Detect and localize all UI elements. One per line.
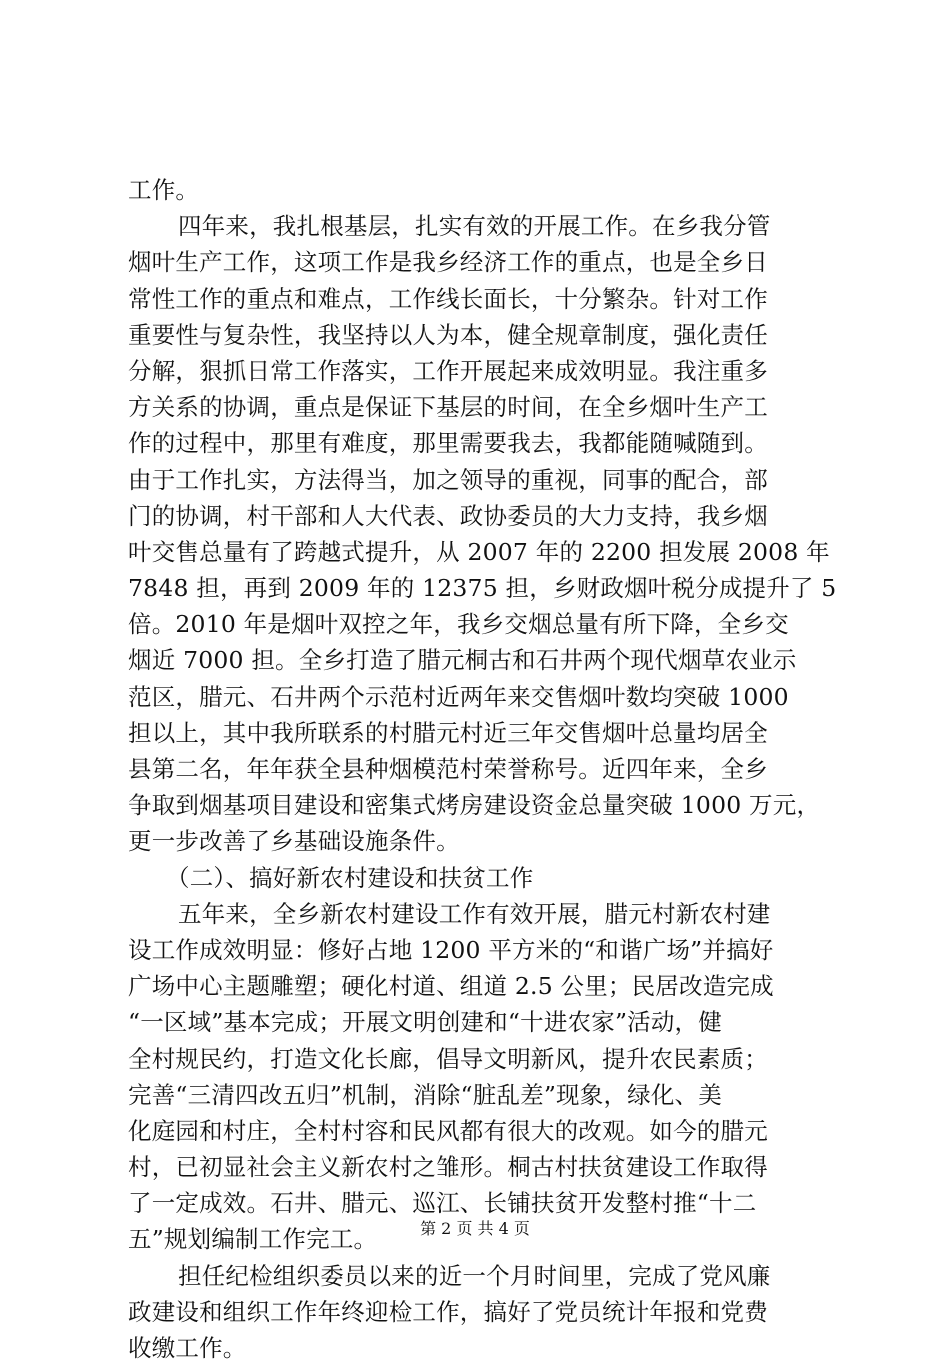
paragraph-first-line: 四年来，我扎根基层，扎实有效的开展工作。在乡我分管 — [178, 212, 771, 241]
document-body — [128, 172, 837, 1366]
text-line: 村，已初显社会主义新农村之雏形。桐古村扶贫建设工作取得 — [128, 1153, 768, 1182]
text-line: 全村规民约，打造文化长廊，倡导文明新风，提升农民素质； — [128, 1044, 768, 1073]
text-line: 完善“三清四改五归”机制，消除“脏乱差”现象，绿化、美 — [128, 1080, 722, 1109]
text-line: 范区，腊元、石井两个示范村近两年来交售烟叶数均突破 1000 — [128, 682, 789, 711]
text-line: 门的协调，村干部和人大代表、政协委员的大力支持，我乡烟 — [128, 501, 768, 530]
text-line: 工作。 — [128, 176, 200, 204]
text-line: 设工作成效明显：修好占地 1200 平方米的“和谐广场”并搞好 — [128, 935, 774, 964]
text-line: 分解，狠抓日常工作落实，工作开展起来成效明显。我注重多 — [128, 356, 768, 385]
text-line: 烟叶生产工作，这项工作是我乡经济工作的重点，也是全乡日 — [128, 248, 768, 277]
text-line: 广场中心主题雕塑；硬化村道、组道 2.5 公里；民居改造完成 — [128, 972, 774, 1001]
text-line: 五”规划编制工作完工。 — [128, 1225, 378, 1254]
text-line: 更一步改善了乡基础设施条件。 — [128, 827, 460, 856]
text-line: 化庭园和村庄，全村村容和民风都有很大的改观。如今的腊元 — [128, 1116, 768, 1145]
text-line: “一区域”基本完成；开展文明创建和“十进农家”活动，健 — [128, 1008, 722, 1037]
paragraph-first-line: 担任纪检组织委员以来的近一个月时间里，完成了党风廉 — [178, 1261, 771, 1290]
text-line: 县第二名，年年获全县种烟模范村荣誉称号。近四年来，全乡 — [128, 755, 768, 783]
text-line: 由于工作扎实，方法得当，加之领导的重视，同事的配合，部 — [128, 465, 768, 494]
text-line: 政建设和组织工作年终迎检工作，搞好了党员统计年报和党费 — [128, 1297, 768, 1326]
text-line: 叶交售总量有了跨越式提升，从 2007 年的 2200 担发展 2008 年 — [128, 537, 830, 566]
text-line: 作的过程中，那里有难度，那里需要我去，我都能随喊随到。 — [128, 429, 768, 458]
paragraph-first-line: 五年来，全乡新农村建设工作有效开展，腊元村新农村建 — [178, 899, 771, 928]
text-line: 常性工作的重点和难点，工作线长面长，十分繁杂。针对工作 — [128, 284, 768, 313]
text-line: 争取到烟基项目建设和密集式烤房建设资金总量突破 1000 万元， — [128, 791, 821, 820]
text-line: 担以上，其中我所联系的村腊元村近三年交售烟叶总量均居全 — [128, 718, 768, 747]
text-line: 烟近 7000 担。全乡打造了腊元桐古和石井两个现代烟草农业示 — [128, 646, 797, 675]
section-heading: （二）、搞好新农村建设和扶贫工作 — [166, 863, 534, 892]
text-line: 重要性与复杂性，我坚持以人为本，健全规章制度，强化责任 — [128, 320, 768, 349]
text-line: 倍。2010 年是烟叶双控之年，我乡交烟总量有所下降，全乡交 — [128, 610, 789, 639]
text-line: 了一定成效。石井、腊元、巡江、长铺扶贫开发整村推“十二 — [128, 1189, 757, 1218]
text-line: 7848 担，再到 2009 年的 12375 担，乡财政烟叶税分成提升了 5 — [128, 574, 837, 603]
text-line: 方关系的协调，重点是保证下基层的时间，在全乡烟叶生产工 — [128, 393, 768, 422]
text-line: 收缴工作。 — [128, 1334, 247, 1362]
page-number-footer: 第 2 页 共 4 页 — [420, 1219, 530, 1238]
